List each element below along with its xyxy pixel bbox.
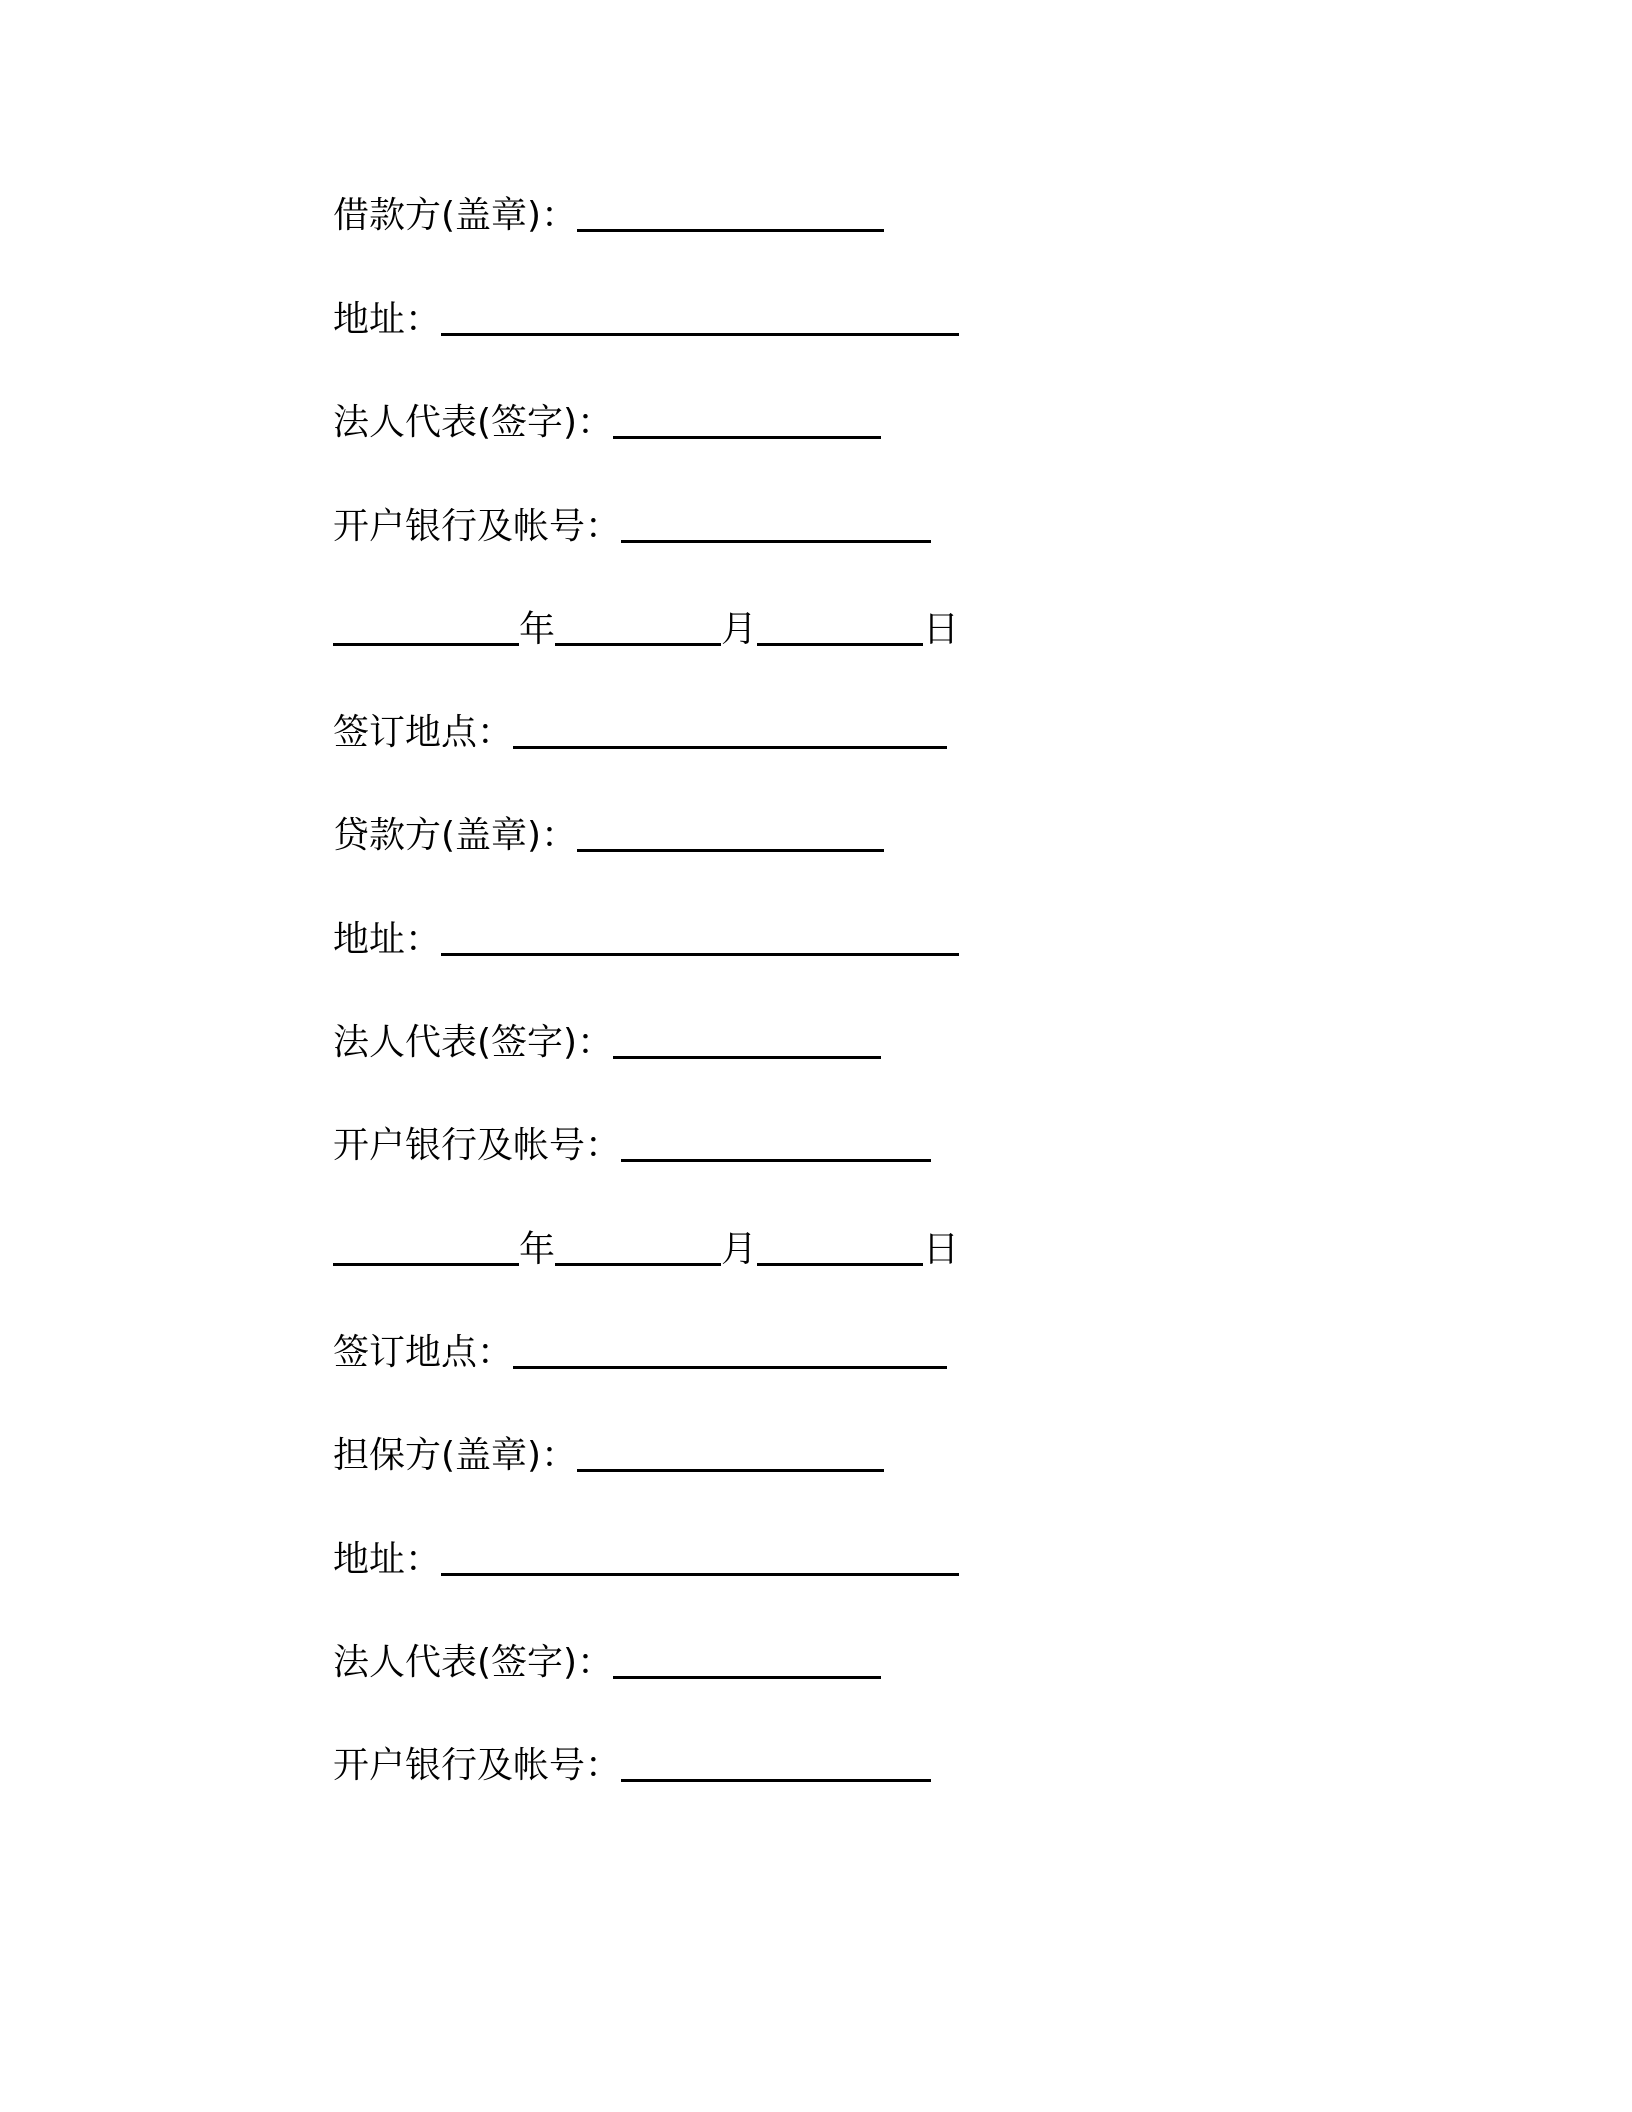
lender-address-blank[interactable] xyxy=(441,933,959,956)
lender-day-blank[interactable] xyxy=(757,1243,923,1266)
lender-year-label: 年 xyxy=(519,1229,556,1270)
borrower-address-label: 地址： xyxy=(333,299,442,340)
borrower-place-blank[interactable] xyxy=(513,726,947,749)
lender-bank-blank[interactable] xyxy=(621,1139,931,1162)
lender-month-label: 月 xyxy=(721,1229,758,1270)
lender-place-blank[interactable] xyxy=(513,1346,947,1369)
borrower-year-blank[interactable] xyxy=(333,623,519,646)
borrower-bank-blank[interactable] xyxy=(621,520,931,543)
borrower-rep-label: 法人代表(签字)： xyxy=(333,402,614,443)
borrower-date-line xyxy=(333,600,959,660)
guarantor-address-label: 地址： xyxy=(333,1539,442,1580)
lender-rep-line xyxy=(333,1013,881,1073)
lender-party-blank[interactable] xyxy=(577,829,884,852)
lender-place-line xyxy=(333,1323,947,1383)
guarantor-address-line xyxy=(333,1530,959,1590)
lender-year-blank[interactable] xyxy=(333,1243,519,1266)
borrower-day-blank[interactable] xyxy=(757,623,923,646)
guarantor-bank-label: 开户银行及帐号： xyxy=(333,1745,622,1786)
guarantor-bank-line xyxy=(333,1736,931,1796)
lender-date-line xyxy=(333,1220,959,1280)
lender-bank-label: 开户银行及帐号： xyxy=(333,1125,622,1166)
borrower-year-label: 年 xyxy=(519,609,556,650)
lender-rep-label: 法人代表(签字)： xyxy=(333,1022,614,1063)
lender-bank-line xyxy=(333,1116,931,1176)
borrower-place-line xyxy=(333,703,947,763)
borrower-address-line xyxy=(333,290,959,350)
borrower-party-label: 借款方(盖章)： xyxy=(333,195,578,236)
guarantor-bank-blank[interactable] xyxy=(621,1759,931,1782)
borrower-bank-line xyxy=(333,497,931,557)
borrower-month-label: 月 xyxy=(721,609,758,650)
borrower-party-line xyxy=(333,186,884,246)
lender-party-line xyxy=(333,806,884,866)
borrower-day-label: 日 xyxy=(923,609,960,650)
guarantor-party-line xyxy=(333,1426,884,1486)
lender-address-label: 地址： xyxy=(333,919,442,960)
borrower-rep-blank[interactable] xyxy=(613,416,881,439)
borrower-bank-label: 开户银行及帐号： xyxy=(333,506,622,547)
lender-day-label: 日 xyxy=(923,1229,960,1270)
lender-place-label: 签订地点： xyxy=(333,1332,514,1373)
guarantor-party-label: 担保方(盖章)： xyxy=(333,1435,578,1476)
guarantor-rep-label: 法人代表(签字)： xyxy=(333,1642,614,1683)
lender-address-line xyxy=(333,910,959,970)
borrower-month-blank[interactable] xyxy=(555,623,721,646)
borrower-rep-line xyxy=(333,393,881,453)
lender-party-label: 贷款方(盖章)： xyxy=(333,815,578,856)
guarantor-address-blank[interactable] xyxy=(441,1553,959,1576)
borrower-party-blank[interactable] xyxy=(577,209,884,232)
borrower-address-blank[interactable] xyxy=(441,313,959,336)
lender-rep-blank[interactable] xyxy=(613,1036,881,1059)
borrower-place-label: 签订地点： xyxy=(333,712,514,753)
guarantor-rep-blank[interactable] xyxy=(613,1656,881,1679)
lender-month-blank[interactable] xyxy=(555,1243,721,1266)
guarantor-party-blank[interactable] xyxy=(577,1449,884,1472)
guarantor-rep-line xyxy=(333,1633,881,1693)
